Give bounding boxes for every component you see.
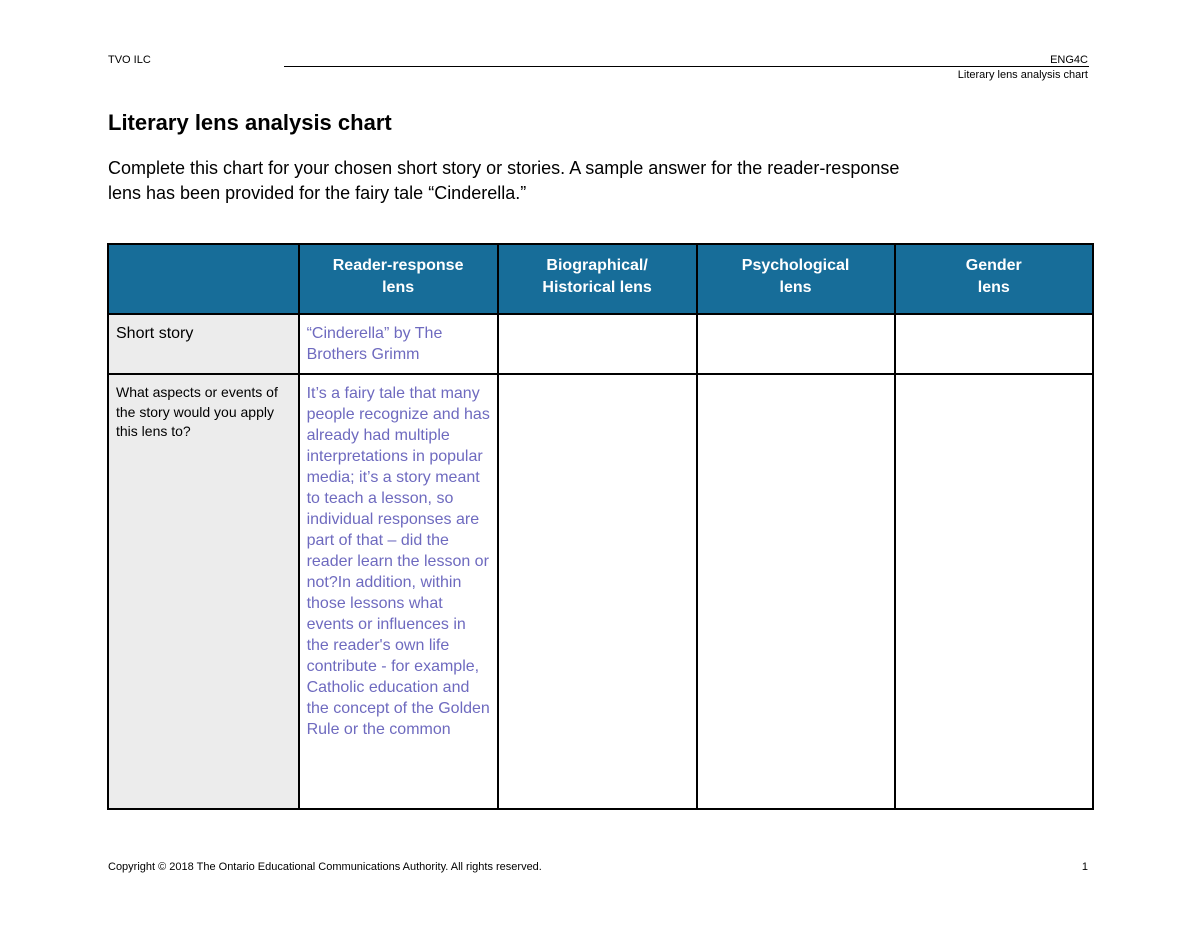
instructions: Complete this chart for your chosen short story or stories. A sample answer for the reader-response lens has been provided for the fairy tale “Cinderella.” — [108, 158, 900, 203]
cell-reader-response[interactable] — [299, 314, 498, 374]
header-label: Biographical/ — [546, 257, 648, 274]
cell-biographical[interactable] — [498, 314, 697, 374]
table-row-aspects — [108, 374, 1093, 809]
footer-copyright: Copyright © 2018 The Ontario Educational Communications Authority. All rights reserved. — [108, 861, 542, 873]
cell-text — [698, 375, 894, 803]
footer-page-number: 1 — [1081, 861, 1088, 873]
row-label-cell — [108, 374, 299, 809]
header-label: Reader-response — [332, 257, 464, 274]
table-row-short-story — [108, 314, 1093, 374]
header-rule — [284, 66, 1089, 67]
header-label: Psychological — [741, 257, 850, 274]
header-cell-reader-response — [299, 244, 498, 314]
header-course: ENG4C — [1050, 54, 1088, 66]
cell-text — [896, 375, 1092, 803]
header-cell-biographical — [498, 244, 697, 314]
header-subtitle: Literary lens analysis chart — [957, 69, 1088, 81]
lens-analysis-table — [107, 243, 1094, 810]
header-label: lens — [779, 279, 812, 296]
row-label: Short story — [116, 325, 194, 342]
page-title: Literary lens analysis chart — [108, 110, 392, 135]
table-header-row — [108, 244, 1093, 314]
cell-text — [896, 315, 1092, 323]
cell-text — [499, 315, 696, 323]
header-label: Gender — [965, 257, 1022, 274]
header-cell-empty — [108, 244, 299, 314]
sample-answer: “Cinderella” by The Brothers Grimm — [306, 325, 443, 363]
cell-gender[interactable] — [895, 314, 1093, 374]
header-label: lens — [382, 279, 415, 296]
cell-psychological[interactable] — [697, 314, 895, 374]
header-cell-gender — [895, 244, 1093, 314]
header-org: TVO ILC — [108, 54, 151, 66]
row-label: What aspects or events of the story would you apply this lens to? — [116, 384, 278, 439]
sample-answer: It’s a fairy tale that many people recognize and has already had multiple interpretations in popular media; it’s a story meant to teach a lesson, so individual responses are part of that – did the reader learn the lesson or not?In addition, within those lessons what events or influences in the reader's own life contribute - for example, Catholic education and the concept of the Golden Rule or the common — [306, 385, 490, 738]
row-label-cell — [108, 314, 299, 374]
cell-psychological[interactable] — [697, 374, 895, 809]
cell-text — [698, 315, 894, 323]
header-label: lens — [977, 279, 1010, 296]
cell-gender[interactable] — [895, 374, 1093, 809]
header-cell-psychological — [697, 244, 895, 314]
cell-reader-response[interactable] — [299, 374, 498, 809]
header-label: Historical lens — [542, 279, 652, 296]
cell-text — [499, 375, 696, 803]
cell-biographical[interactable] — [498, 374, 697, 809]
